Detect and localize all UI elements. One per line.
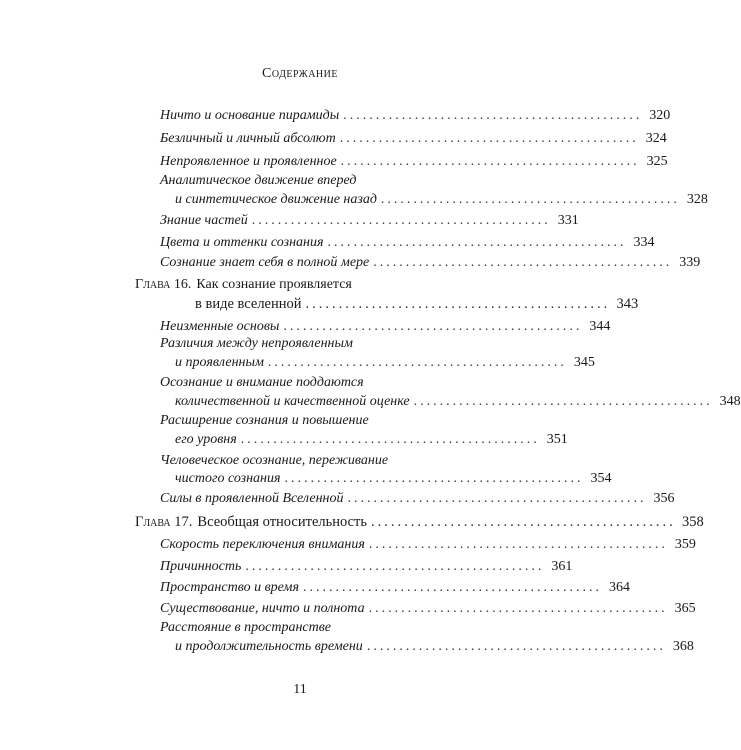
chapter-16-page: 343 [616,296,639,312]
toc-entry-title: Скорость переключения внимания [160,537,365,552]
toc-entry [175,392,741,411]
toc-entry-page: 354 [590,471,612,486]
toc-entry [160,253,701,272]
toc-entry-title-line1: Расширение сознания и повышение [160,413,369,428]
toc-entry-title: Пространство и время [160,580,299,595]
toc-entry-title: и проявленным [175,355,264,370]
toc-entry-title: Сознание знает себя в полной мере [160,255,370,270]
toc-entry [175,353,595,372]
toc-entry-page: 348 [719,394,741,409]
toc-entry-title-line1: Осознание и внимание поддаются [160,375,364,390]
toc-entry-title: количественной и качественной оценке [175,394,410,409]
toc-entry [175,190,708,209]
toc-entry-title-line1: Расстояние в пространстве [160,620,332,635]
toc-entry-title-line1: Человеческое осознание, переживание [160,453,389,468]
toc-entry [160,106,671,125]
toc-entry [175,637,694,656]
toc-entry-page: 325 [646,154,668,169]
leader-dots: .............................................. [371,514,676,530]
toc-entry-title: Безличный и личный абсолют [160,131,336,146]
chapter-16-title-line1: Как сознание проявляется [196,277,352,292]
toc-entry [160,489,675,508]
leader-dots: .............................................. [368,537,668,552]
leader-dots: .............................................. [305,296,611,312]
chapter-16-heading-line1 [135,275,352,294]
toc-entry [160,599,696,618]
toc-entry-title: и синтетическое движение назад [175,192,377,207]
toc-entry-title: его уровня [175,432,237,447]
leader-dots: .............................................. [373,255,673,270]
toc-entry [175,430,568,449]
toc-entry-page: 328 [686,192,708,207]
leader-dots: .............................................. [283,319,583,334]
toc-entry-title: Существование, ничто и полнота [160,601,365,616]
chapter-16-entry [195,295,639,314]
toc-entry [160,557,573,576]
toc-entry [160,535,696,554]
toc-entry-title-line1: Аналитическое движение вперед [160,173,357,188]
toc-entry-title: Силы в проявленной Вселенной [160,491,344,506]
leader-dots: .............................................. [339,131,639,146]
toc-entry [160,233,655,252]
chapter-17-page: 358 [682,514,704,530]
toc-entry-title: чистого сознания [175,471,281,486]
toc-entry [160,578,630,597]
page-number: 11 [293,682,307,697]
leader-dots: .............................................. [347,491,647,506]
leader-dots: .............................................. [267,355,567,370]
chapter-17-title: Всеобщая относительность [197,514,367,530]
chapter-16-title-line2: в виде вселенной [195,296,302,312]
toc-entry-page: 365 [674,601,696,616]
leader-dots: .............................................. [284,471,584,486]
leader-dots: .............................................. [340,154,640,169]
chapter-16-label: Глава 16. [135,277,192,292]
toc-entry-page: 361 [551,559,573,574]
toc-entry-page: 368 [672,639,694,654]
leader-dots: .............................................. [343,108,643,123]
toc-entry [175,469,612,488]
toc-entry-page: 339 [679,255,701,270]
toc-entry-page: 364 [608,580,630,595]
toc-entry-page: 324 [645,131,667,146]
leader-dots: .............................................. [366,639,666,654]
toc-entry [160,152,668,171]
leader-dots: .............................................. [380,192,680,207]
toc-entry-page: 331 [557,213,579,228]
toc-entry-page: 356 [653,491,675,506]
toc-entry-page: 344 [589,319,611,334]
toc-entry-page: 334 [633,235,655,250]
toc-entry [160,211,579,230]
leader-dots: .............................................. [251,213,551,228]
toc-entry-title: Причинность [160,559,242,574]
toc-entry-title: Цвета и оттенки сознания [160,235,324,250]
running-header: Содержание [262,66,338,81]
toc-entry-title: и продолжительность времени [175,639,363,654]
leader-dots: .............................................. [368,601,668,616]
leader-dots: .............................................. [327,235,627,250]
leader-dots: .............................................. [245,559,545,574]
leader-dots: .............................................. [240,432,540,447]
toc-entry [160,129,667,148]
toc-entry-title: Ничто и основание пирамиды [160,108,340,123]
toc-entry-page: 359 [674,537,696,552]
toc-entry-title-line1: Различия между непроявленным [160,336,353,351]
toc-entry-title: Непроявленное и проявленное [160,154,337,169]
toc-entry-page: 320 [649,108,671,123]
toc-entry-title: Знание частей [160,213,248,228]
chapter-17-entry [135,513,704,532]
chapter-17-label: Глава 17. [135,514,193,530]
toc-entry-page: 345 [573,355,595,370]
toc-entry-title: Неизменные основы [160,319,280,334]
toc-entry-page: 351 [546,432,568,447]
leader-dots: .............................................. [302,580,602,595]
leader-dots: .............................................. [413,394,713,409]
